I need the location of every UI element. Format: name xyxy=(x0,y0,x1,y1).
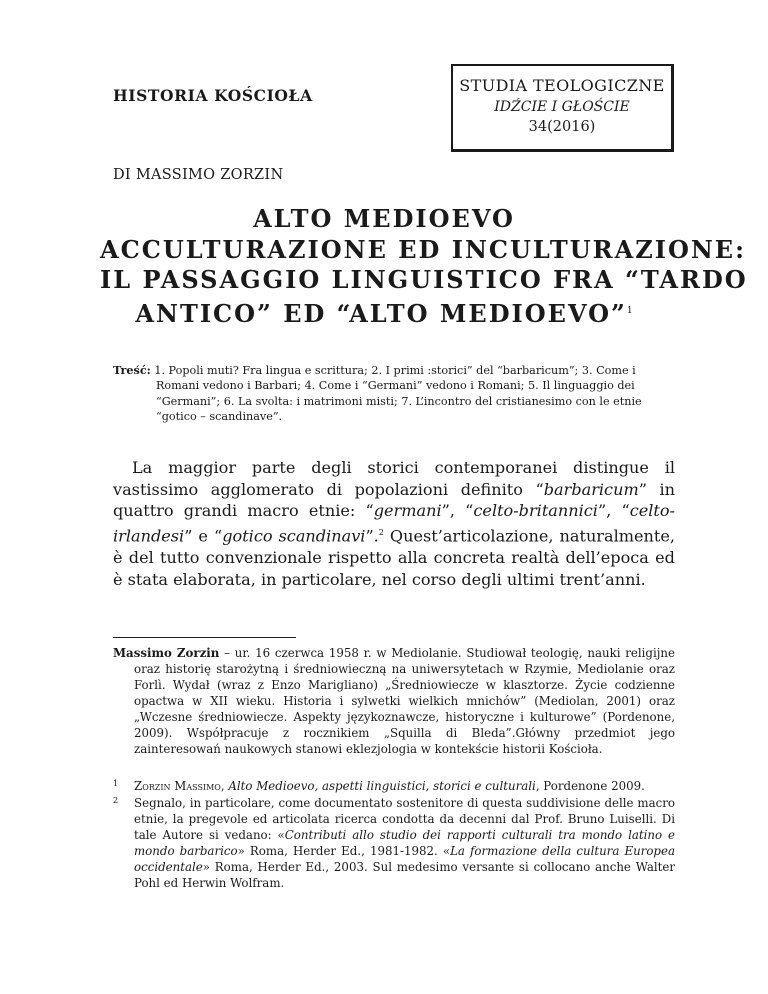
title-line: IL PASSAGGIO LINGUISTICO FRA “TARDO xyxy=(100,265,748,294)
footnote-book-title: La formazione della cultura Europea occidentale xyxy=(134,844,675,874)
footnote-book-title: Alto Medioevo, aspetti linguistici, storici e culturali xyxy=(228,779,536,793)
body-text-run: ” e “ xyxy=(184,526,223,546)
footnote-text xyxy=(134,778,675,794)
body-text-run: Quest’articolazione, naturalmente, è del tutto convenzionale rispetto alla concreta realtà dell’epoca ed è stata elaborata, in particolare, nel corso degli ultimi trent’anni. xyxy=(113,526,675,589)
footnote-text-run: Segnalo, in particolare, come documentato sostenitore di questa suddivisione delle macro etnie, la pregevole ed articolata ricerca condotta da decenni dal Prof. Bruno Luiselli. Di tale Autore si vedano: « xyxy=(134,796,675,842)
body-text-run: ”, “ xyxy=(441,501,474,521)
contents-text: 1. Popoli muti? Fra lingua e scrittura; 2. I primi :storici” del “barbaricum”; 3. Come i Romani vedono i Barbari; 4. Come i “Germani” vedono i Romani; 5. Il linguaggio dei “Germani”; 6. La svolta: i matrimoni misti; 7. L’incontro del cristianesimo con le etnie “gotico – scandinave”. xyxy=(150,364,642,423)
body-text-run: La maggior parte degli storici contemporanei distingue il vastissimo agglomerato di popolazioni definito “ xyxy=(113,458,675,499)
title-line: ACCULTURAZIONE ED INCULTURAZIONE: xyxy=(100,234,746,264)
article-title xyxy=(100,204,748,329)
journal-name: STUDIA TEOLOGICZNE xyxy=(459,76,665,95)
title-footnote-ref: 1 xyxy=(626,305,633,316)
title-line: ALTO MEDIOEVO xyxy=(253,204,515,233)
contents-label: Treść: xyxy=(113,363,151,377)
footnote-text-run: , xyxy=(220,779,229,793)
body-italic-term: celto-britannici xyxy=(473,501,598,521)
journal-volume: 34(2016) xyxy=(528,119,596,135)
body-italic-term: gotico scandinavi xyxy=(222,526,366,546)
journal-subtitle: IDŹCIE I GŁOŚCIE xyxy=(494,99,630,115)
body-italic-term: germani xyxy=(373,501,442,521)
author-line: DI MASSIMO ZORZIN xyxy=(113,167,284,183)
footnote-number: 1 xyxy=(113,779,119,788)
footnote-text-run: » Roma, Herder Ed., 1981-1982. « xyxy=(237,844,451,858)
footnote-ref: 2 xyxy=(378,528,384,538)
journal-info-box xyxy=(451,64,674,152)
bio-text: – ur. 16 czerwca 1958 r. w Mediolanie. Studiował teologię, nauki religijne oraz historię starożytną i średniowieczną na uniwersytetach w Rzymie, Mediolanie oraz Forlì. Wydał (wraz z Enzo Marigliano) „Średniowiecze w klasztorze. Życie codzienne opactwa w XII wieku. Historia i sylwetki wielkich mnichów” (Mediolan, 2001) oraz „Wczesne średniowiecze. Aspekty językoznawcze, historyczne i kulturowe” (Pordenone, 2009). Współpracuje z rocznikiem „Squilla di Bleda”.Główny przedmiot jego zainteresowań naukowych stanowi eklezjologia w kontekście historii Kościoła. xyxy=(134,646,675,756)
body-text-run: ”, “ xyxy=(597,501,630,521)
footnote-author: Zorzin Massimo xyxy=(134,779,221,793)
body-text-run: ”. xyxy=(365,526,379,546)
body-paragraph xyxy=(113,457,675,591)
bio-author-name: Massimo Zorzin xyxy=(113,646,220,660)
footnote-book-title: Contributi allo studio dei rapporti culturali tra mondo latino e mondo barbarico xyxy=(134,828,675,858)
footnote-divider xyxy=(113,637,296,638)
author-bio-note xyxy=(113,645,675,757)
table-of-contents xyxy=(113,363,675,424)
footnote-text xyxy=(134,795,675,891)
body-italic-term: celto-irlandesi xyxy=(113,501,675,546)
footnote-2 xyxy=(113,795,675,891)
footnote-text-run: » Roma, Herder Ed., 2003. Sul medesimo versante si collocano anche Walter Pohl ed Herwin Wolfram. xyxy=(134,860,675,890)
footnote-text-run: , Pordenone 2009. xyxy=(535,779,645,793)
section-label: HISTORIA KOŚCIOŁA xyxy=(113,86,313,105)
body-text-run: ” in quattro grandi macro etnie: “ xyxy=(113,479,676,521)
footnote-1 xyxy=(113,778,675,794)
body-italic-term: barbaricum xyxy=(543,479,639,499)
title-line xyxy=(100,296,668,330)
title-line-text: ANTICO” ED “ALTO MEDIOEVO” xyxy=(135,298,627,328)
footnote-number: 2 xyxy=(113,796,119,805)
